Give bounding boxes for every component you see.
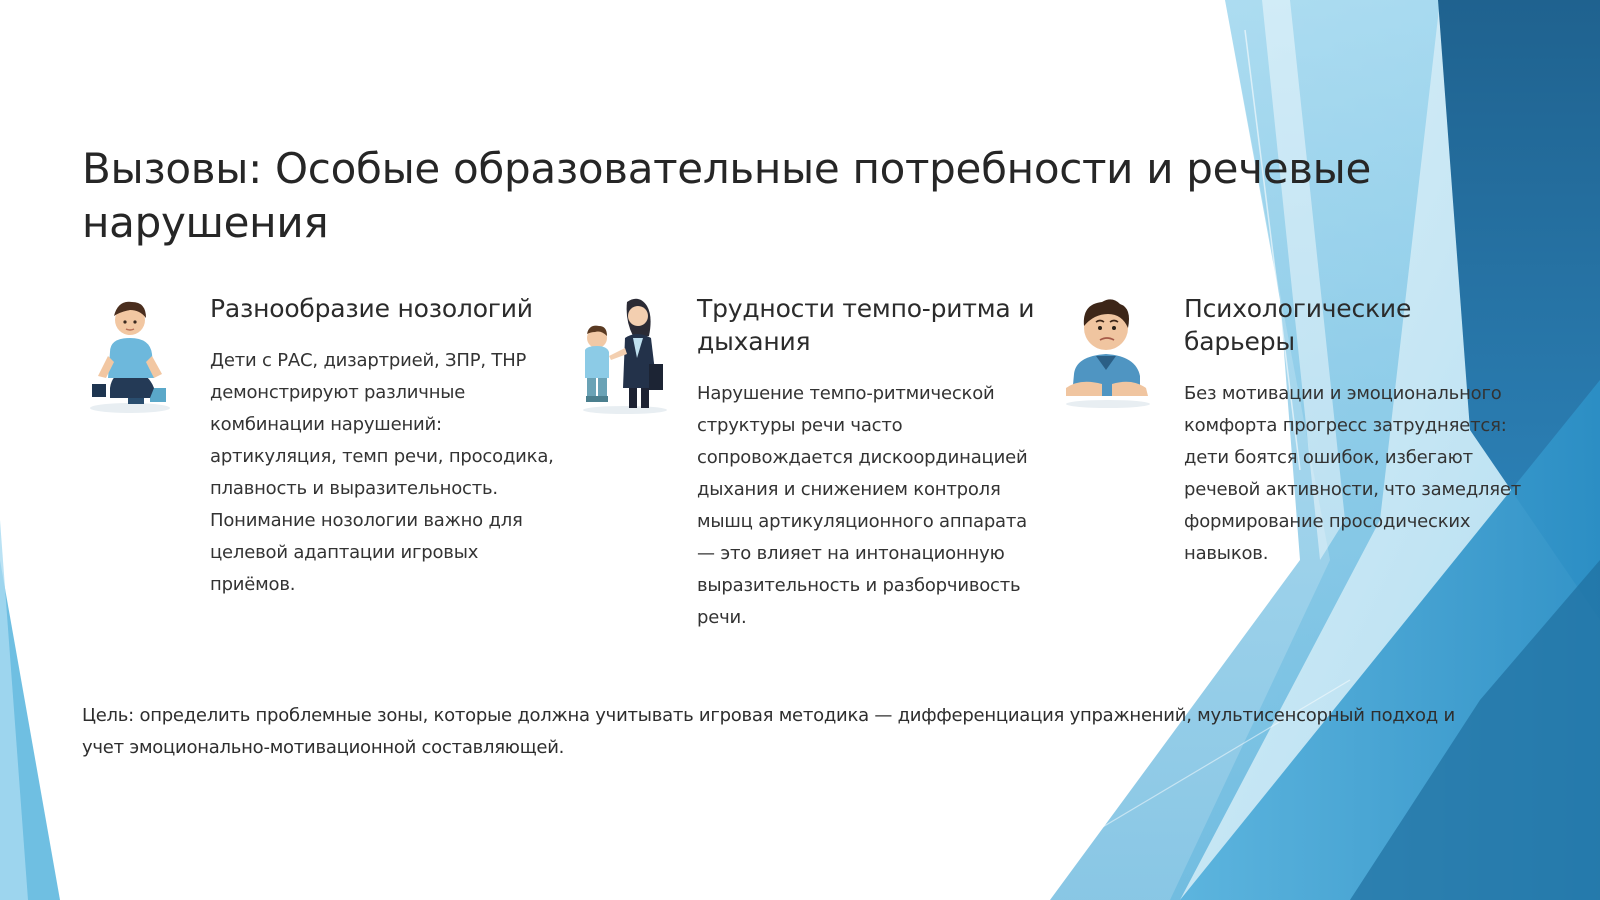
- card-heading: Разнообразие нозологий: [210, 294, 533, 323]
- card-text: [1184, 292, 1529, 570]
- worried-child-icon: [1062, 292, 1158, 418]
- card-psychological-barriers: [1062, 292, 1532, 672]
- teacher-and-child-icon: [575, 292, 671, 418]
- card-heading: Психологические барьеры: [1184, 294, 1412, 356]
- card-body: Дети с РАС, дизартрией, ЗПР, ТНР демонстрируют различные комбинации нарушений: артикуляция, темп речи, просодика, плавность и выразительность. Понимание нозологии важно для целевой адаптации игровых приёмов.: [210, 350, 554, 595]
- slide-title: Вызовы: Особые образовательные потребности и речевые нарушения: [82, 144, 1372, 247]
- card-nosology: [88, 292, 558, 672]
- child-playing-blocks-icon: [88, 292, 184, 418]
- card-text: [697, 292, 1042, 634]
- card-heading: Трудности темпо-ритма и дыхания: [697, 294, 1035, 356]
- card-body: Нарушение темпо-ритмической структуры речи часто сопровождается дискоординацией дыхания и снижением контроля мышц артикуляционного аппарата — это влияет на интонационную выразительность и разборчивость речи.: [697, 383, 1028, 628]
- card-body: Без мотивации и эмоционального комфорта прогресс затрудняется: дети боятся ошибок, избегают речевой активности, что замедляет формирование просодических навыков.: [1184, 383, 1522, 564]
- card-text: [210, 292, 555, 601]
- goal-statement: Цель: определить проблемные зоны, которые должна учитывать игровая методика — дифференциация упражнений, мультисенсорный подход и учет эмоционально-мотивационной составляющей.: [82, 705, 1455, 758]
- card-tempo-rhythm: [575, 292, 1045, 672]
